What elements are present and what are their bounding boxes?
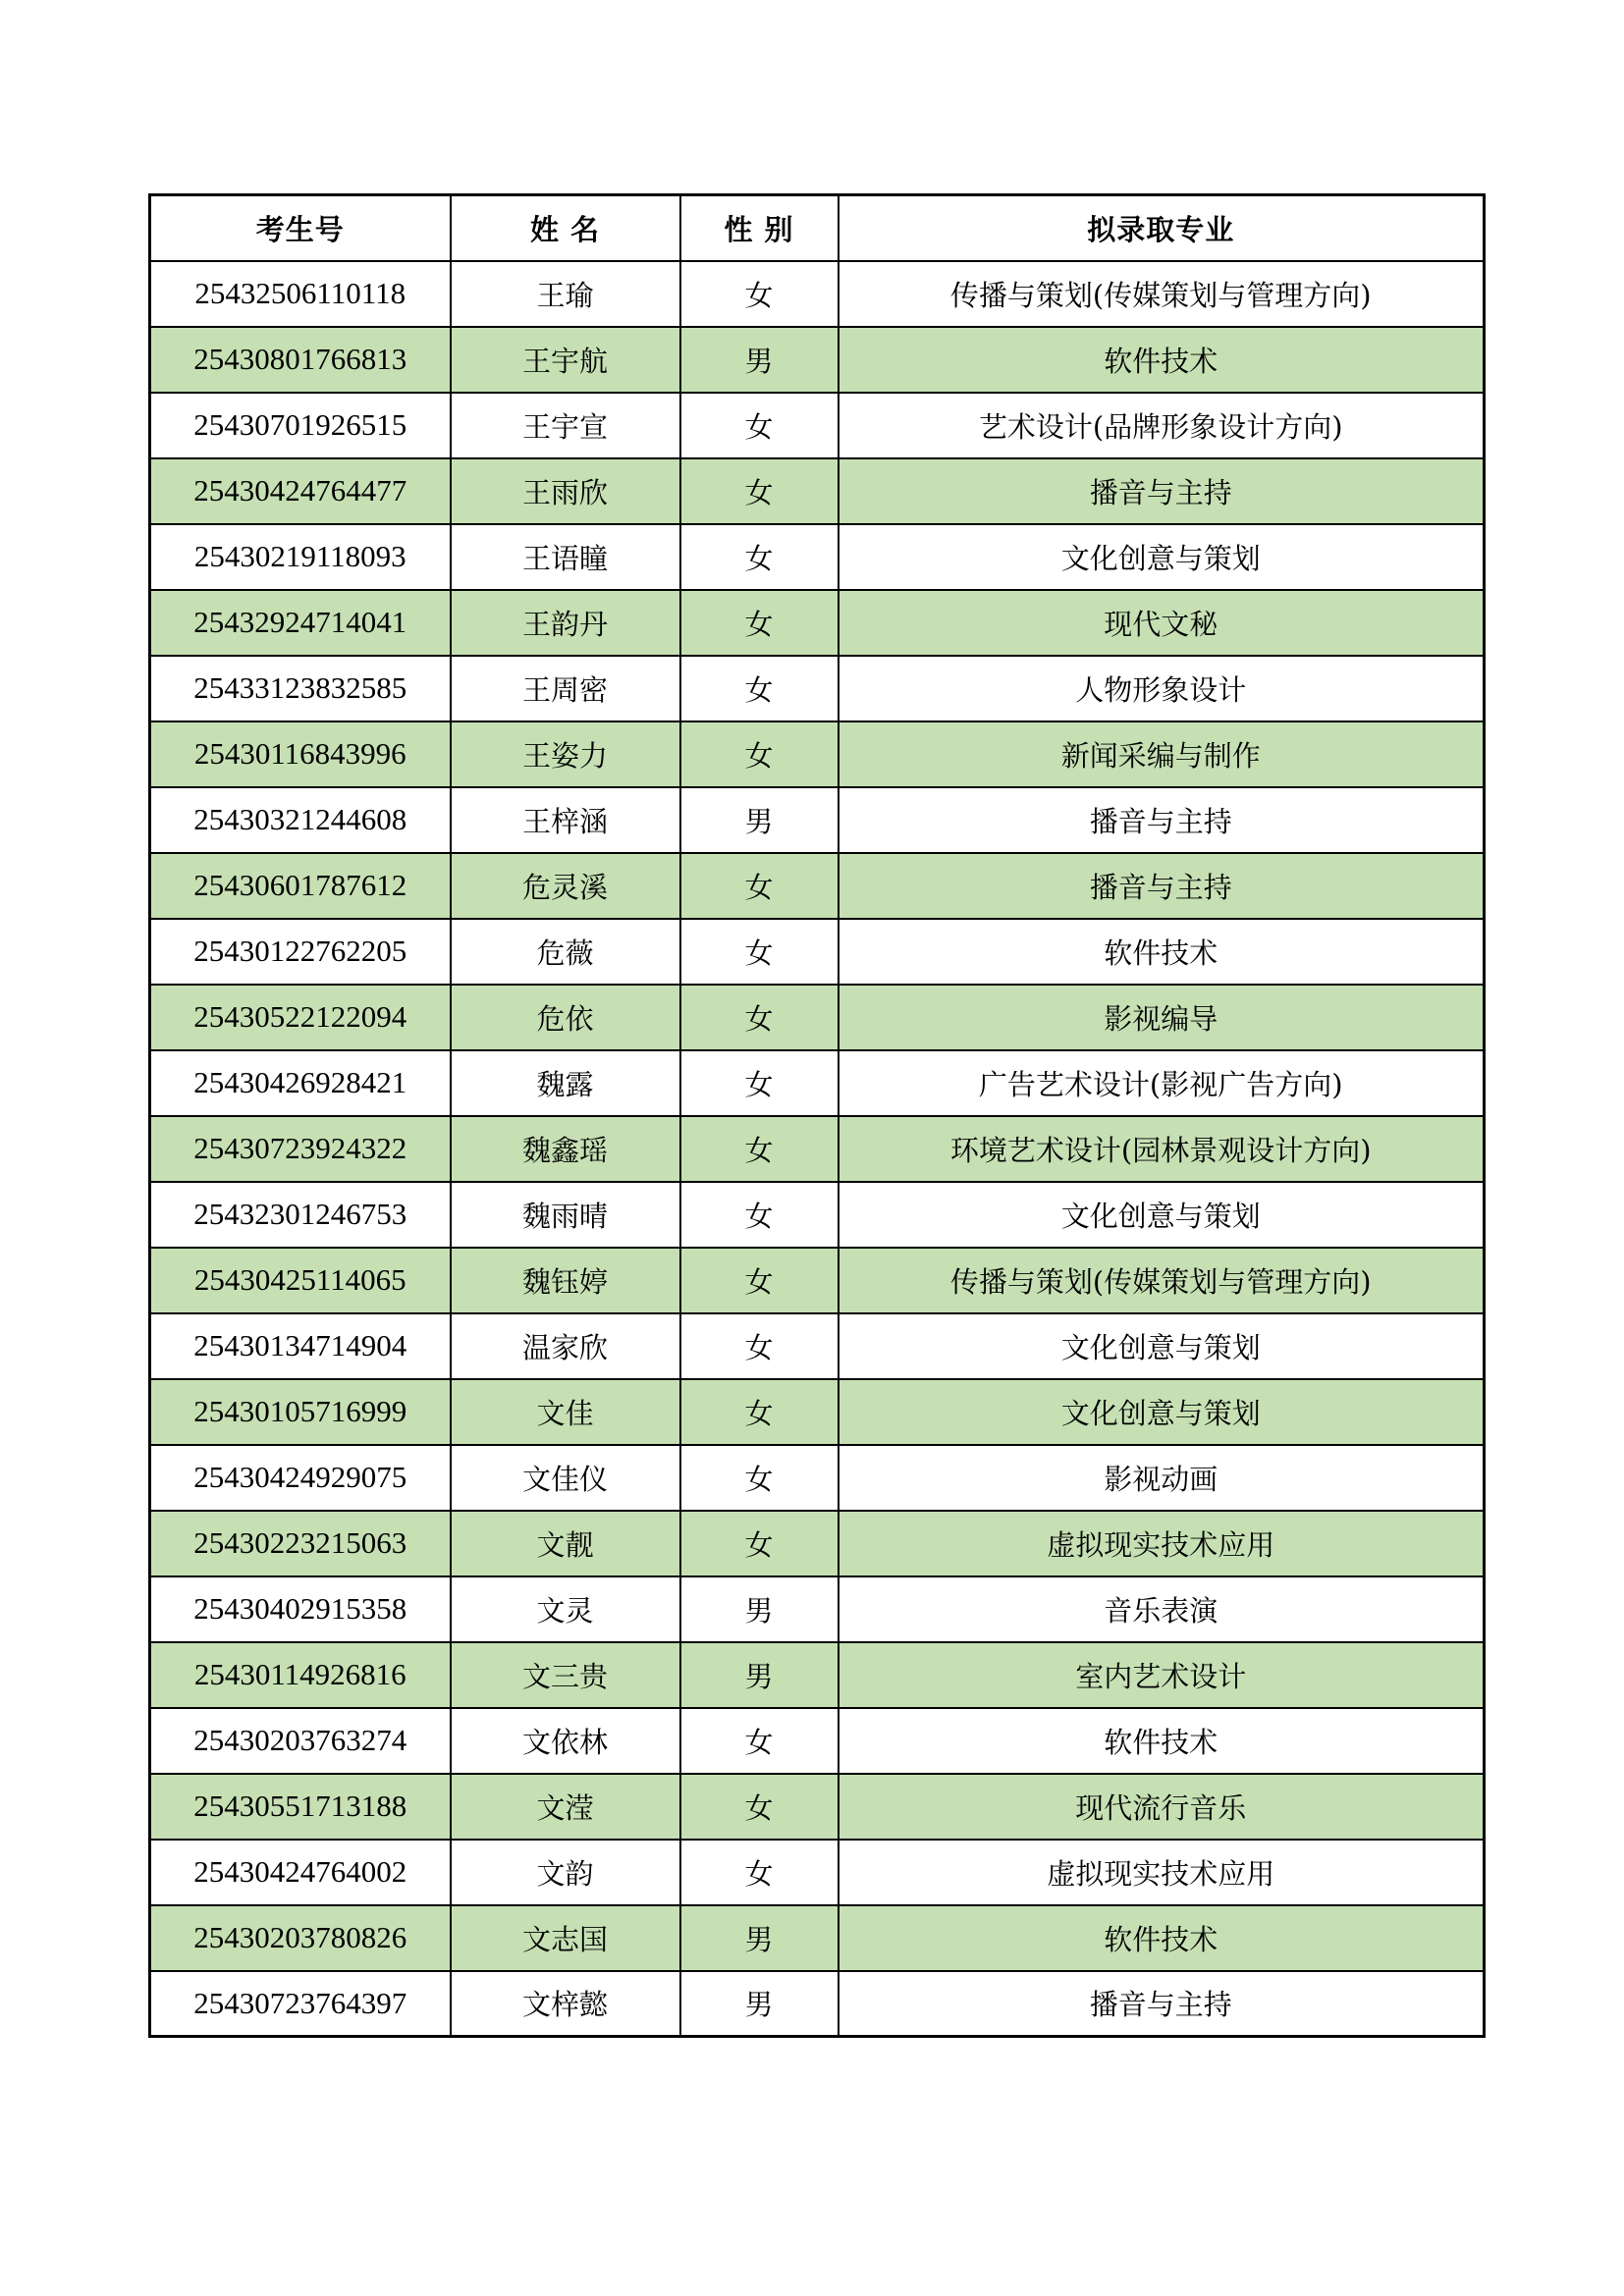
cell-major: 软件技术 <box>839 1708 1485 1774</box>
table-row <box>150 1182 1485 1248</box>
cell-major: 现代流行音乐 <box>839 1774 1485 1840</box>
cell-gender: 女 <box>680 590 839 656</box>
table-row <box>150 393 1485 458</box>
cell-major: 艺术设计(品牌形象设计方向) <box>839 393 1485 458</box>
cell-name: 文梓懿 <box>451 1971 680 2037</box>
cell-name: 王周密 <box>451 656 680 721</box>
cell-exam-id: 25430114926816 <box>150 1642 451 1708</box>
table-row <box>150 656 1485 721</box>
table-row <box>150 1050 1485 1116</box>
table-row <box>150 721 1485 787</box>
cell-name: 危灵溪 <box>451 853 680 919</box>
cell-name: 危薇 <box>451 919 680 985</box>
table-row <box>150 1708 1485 1774</box>
cell-gender: 男 <box>680 327 839 393</box>
cell-exam-id: 25430223215063 <box>150 1511 451 1576</box>
table-row <box>150 1313 1485 1379</box>
cell-exam-id: 25432301246753 <box>150 1182 451 1248</box>
cell-major: 文化创意与策划 <box>839 1182 1485 1248</box>
cell-gender: 女 <box>680 1840 839 1905</box>
cell-gender: 男 <box>680 1971 839 2037</box>
table-row <box>150 327 1485 393</box>
cell-major: 现代文秘 <box>839 590 1485 656</box>
table-body <box>150 261 1485 2037</box>
cell-name: 王韵丹 <box>451 590 680 656</box>
cell-exam-id: 25432924714041 <box>150 590 451 656</box>
table-row <box>150 1971 1485 2037</box>
cell-gender: 女 <box>680 524 839 590</box>
cell-name: 魏露 <box>451 1050 680 1116</box>
cell-name: 王姿力 <box>451 721 680 787</box>
cell-gender: 女 <box>680 1445 839 1511</box>
cell-major: 软件技术 <box>839 919 1485 985</box>
cell-gender: 女 <box>680 985 839 1050</box>
table-row <box>150 1445 1485 1511</box>
cell-gender: 女 <box>680 393 839 458</box>
cell-exam-id: 25430426928421 <box>150 1050 451 1116</box>
cell-gender: 女 <box>680 1313 839 1379</box>
cell-gender: 女 <box>680 1050 839 1116</box>
admission-table <box>148 193 1486 2038</box>
table-row <box>150 1840 1485 1905</box>
cell-gender: 女 <box>680 1708 839 1774</box>
cell-gender: 男 <box>680 1642 839 1708</box>
cell-major: 传播与策划(传媒策划与管理方向) <box>839 261 1485 327</box>
cell-name: 魏钰婷 <box>451 1248 680 1313</box>
cell-name: 文三贵 <box>451 1642 680 1708</box>
cell-exam-id: 25430203763274 <box>150 1708 451 1774</box>
table-row <box>150 590 1485 656</box>
cell-gender: 女 <box>680 1774 839 1840</box>
cell-gender: 女 <box>680 1182 839 1248</box>
cell-name: 王雨欣 <box>451 458 680 524</box>
table-row <box>150 919 1485 985</box>
cell-exam-id: 25430402915358 <box>150 1576 451 1642</box>
cell-major: 影视编导 <box>839 985 1485 1050</box>
cell-gender: 男 <box>680 1576 839 1642</box>
cell-major: 传播与策划(传媒策划与管理方向) <box>839 1248 1485 1313</box>
cell-gender: 女 <box>680 1248 839 1313</box>
header-name: 姓 名 <box>451 195 680 261</box>
cell-major: 播音与主持 <box>839 853 1485 919</box>
cell-exam-id: 25430723764397 <box>150 1971 451 2037</box>
table-header-row <box>150 195 1485 261</box>
table-row <box>150 1642 1485 1708</box>
header-gender: 性 别 <box>680 195 839 261</box>
header-major: 拟录取专业 <box>839 195 1485 261</box>
cell-name: 文滢 <box>451 1774 680 1840</box>
cell-name: 王宇宣 <box>451 393 680 458</box>
cell-exam-id: 25430122762205 <box>150 919 451 985</box>
cell-name: 温家欣 <box>451 1313 680 1379</box>
cell-name: 魏鑫瑶 <box>451 1116 680 1182</box>
cell-exam-id: 25430203780826 <box>150 1905 451 1971</box>
cell-gender: 女 <box>680 853 839 919</box>
cell-major: 文化创意与策划 <box>839 1379 1485 1445</box>
table-row <box>150 1905 1485 1971</box>
cell-major: 室内艺术设计 <box>839 1642 1485 1708</box>
cell-major: 新闻采编与制作 <box>839 721 1485 787</box>
table-row <box>150 1248 1485 1313</box>
cell-exam-id: 25433123832585 <box>150 656 451 721</box>
cell-gender: 男 <box>680 787 839 853</box>
table-row <box>150 853 1485 919</box>
cell-gender: 女 <box>680 919 839 985</box>
cell-exam-id: 25430219118093 <box>150 524 451 590</box>
cell-name: 文依林 <box>451 1708 680 1774</box>
cell-name: 文志国 <box>451 1905 680 1971</box>
cell-gender: 女 <box>680 1116 839 1182</box>
cell-exam-id: 25430134714904 <box>150 1313 451 1379</box>
cell-gender: 女 <box>680 458 839 524</box>
cell-major: 播音与主持 <box>839 1971 1485 2037</box>
cell-major: 环境艺术设计(园林景观设计方向) <box>839 1116 1485 1182</box>
cell-name: 魏雨晴 <box>451 1182 680 1248</box>
cell-name: 王瑜 <box>451 261 680 327</box>
table-row <box>150 458 1485 524</box>
cell-major: 广告艺术设计(影视广告方向) <box>839 1050 1485 1116</box>
cell-exam-id: 25430424929075 <box>150 1445 451 1511</box>
cell-exam-id: 25430424764002 <box>150 1840 451 1905</box>
header-exam-id: 考生号 <box>150 195 451 261</box>
cell-exam-id: 25430522122094 <box>150 985 451 1050</box>
table-row <box>150 524 1485 590</box>
table-row <box>150 985 1485 1050</box>
cell-major: 软件技术 <box>839 1905 1485 1971</box>
cell-exam-id: 25430551713188 <box>150 1774 451 1840</box>
cell-name: 王语瞳 <box>451 524 680 590</box>
cell-gender: 女 <box>680 1511 839 1576</box>
cell-major: 播音与主持 <box>839 458 1485 524</box>
cell-exam-id: 25430425114065 <box>150 1248 451 1313</box>
cell-gender: 男 <box>680 1905 839 1971</box>
cell-name: 文灵 <box>451 1576 680 1642</box>
cell-exam-id: 25430723924322 <box>150 1116 451 1182</box>
cell-name: 文佳 <box>451 1379 680 1445</box>
cell-major: 影视动画 <box>839 1445 1485 1511</box>
cell-name: 文韵 <box>451 1840 680 1905</box>
table-row <box>150 787 1485 853</box>
cell-name: 王宇航 <box>451 327 680 393</box>
cell-major: 人物形象设计 <box>839 656 1485 721</box>
cell-gender: 女 <box>680 656 839 721</box>
cell-major: 播音与主持 <box>839 787 1485 853</box>
cell-exam-id: 25432506110118 <box>150 261 451 327</box>
cell-major: 虚拟现实技术应用 <box>839 1511 1485 1576</box>
cell-major: 软件技术 <box>839 327 1485 393</box>
table-row <box>150 1379 1485 1445</box>
cell-exam-id: 25430321244608 <box>150 787 451 853</box>
cell-major: 虚拟现实技术应用 <box>839 1840 1485 1905</box>
cell-name: 危依 <box>451 985 680 1050</box>
table-row <box>150 1576 1485 1642</box>
cell-major: 文化创意与策划 <box>839 524 1485 590</box>
cell-major: 音乐表演 <box>839 1576 1485 1642</box>
cell-name: 王梓涵 <box>451 787 680 853</box>
cell-name: 文靓 <box>451 1511 680 1576</box>
cell-gender: 女 <box>680 721 839 787</box>
table-row <box>150 1511 1485 1576</box>
cell-gender: 女 <box>680 261 839 327</box>
cell-exam-id: 25430801766813 <box>150 327 451 393</box>
cell-exam-id: 25430105716999 <box>150 1379 451 1445</box>
cell-major: 文化创意与策划 <box>839 1313 1485 1379</box>
cell-exam-id: 25430424764477 <box>150 458 451 524</box>
cell-exam-id: 25430701926515 <box>150 393 451 458</box>
cell-gender: 女 <box>680 1379 839 1445</box>
cell-name: 文佳仪 <box>451 1445 680 1511</box>
table-row <box>150 261 1485 327</box>
table-row <box>150 1774 1485 1840</box>
table-row <box>150 1116 1485 1182</box>
cell-exam-id: 25430116843996 <box>150 721 451 787</box>
cell-exam-id: 25430601787612 <box>150 853 451 919</box>
